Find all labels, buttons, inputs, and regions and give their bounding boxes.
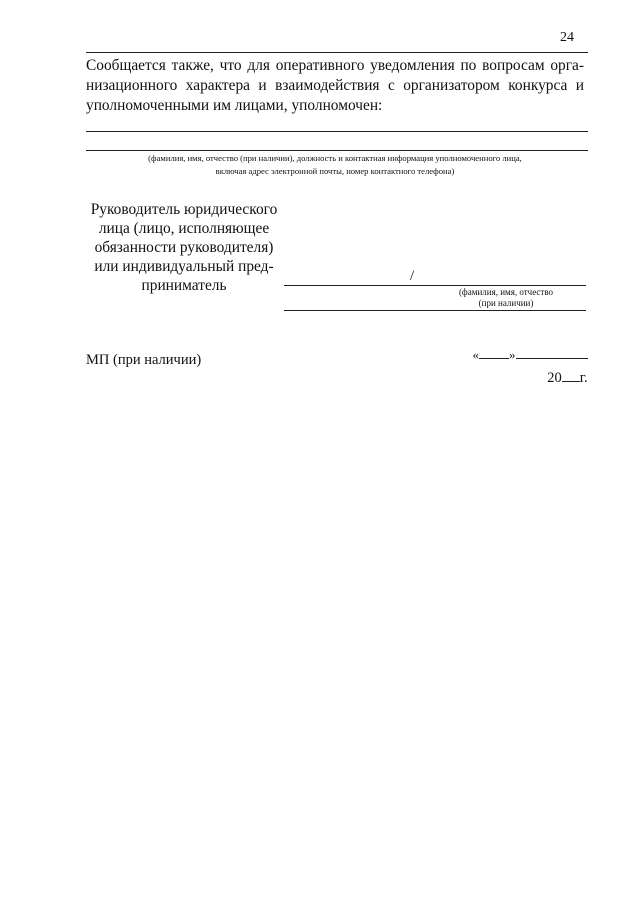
day-blank xyxy=(479,346,509,359)
signer-line: лица (лицо, исполняющее xyxy=(98,220,270,237)
caption-line: включая адрес электронной почты, номер контактного телефона) xyxy=(215,166,455,176)
fio-caption xyxy=(436,287,576,309)
paragraph-line: уполномоченными им лицами, уполномочен: xyxy=(86,97,383,114)
caption-line: (фамилия, имя, отчество (при наличии), должность и контактная информация уполномоченного лица, xyxy=(148,153,522,163)
notice-paragraph xyxy=(86,56,584,116)
fio-line xyxy=(284,310,586,311)
signature-line xyxy=(284,285,586,286)
stamp-label: МП (при наличии) xyxy=(86,352,202,368)
quote-open: « xyxy=(472,347,479,362)
signer-title xyxy=(86,200,282,295)
header-rule xyxy=(86,52,588,53)
signer-line: обязанности руководителя) xyxy=(94,239,274,256)
authorized-person-line-1 xyxy=(86,131,588,132)
quote-close: » xyxy=(509,347,516,362)
page-number: 24 xyxy=(560,30,574,45)
year-field xyxy=(540,352,588,387)
signer-line: приниматель xyxy=(141,277,227,294)
year-blank xyxy=(562,369,580,382)
paragraph-line: низационного характера и взаимодействия с организатором конкурса и xyxy=(86,77,584,94)
signer-line: или индивидуальный пред- xyxy=(94,258,274,275)
year-suffix: г. xyxy=(579,370,588,386)
paragraph-line: Сообщается также, что для оперативного уведомления по вопросам орга- xyxy=(86,57,584,74)
fio-caption-line: (при наличии) xyxy=(478,298,534,308)
authorized-person-line-2 xyxy=(86,150,588,151)
year-prefix: 20 xyxy=(547,370,562,386)
signature-separator: / xyxy=(410,268,415,284)
fio-caption-line: (фамилия, имя, отчество xyxy=(458,287,554,297)
signer-line: Руководитель юридического xyxy=(90,201,278,218)
authorized-person-caption xyxy=(86,152,584,178)
